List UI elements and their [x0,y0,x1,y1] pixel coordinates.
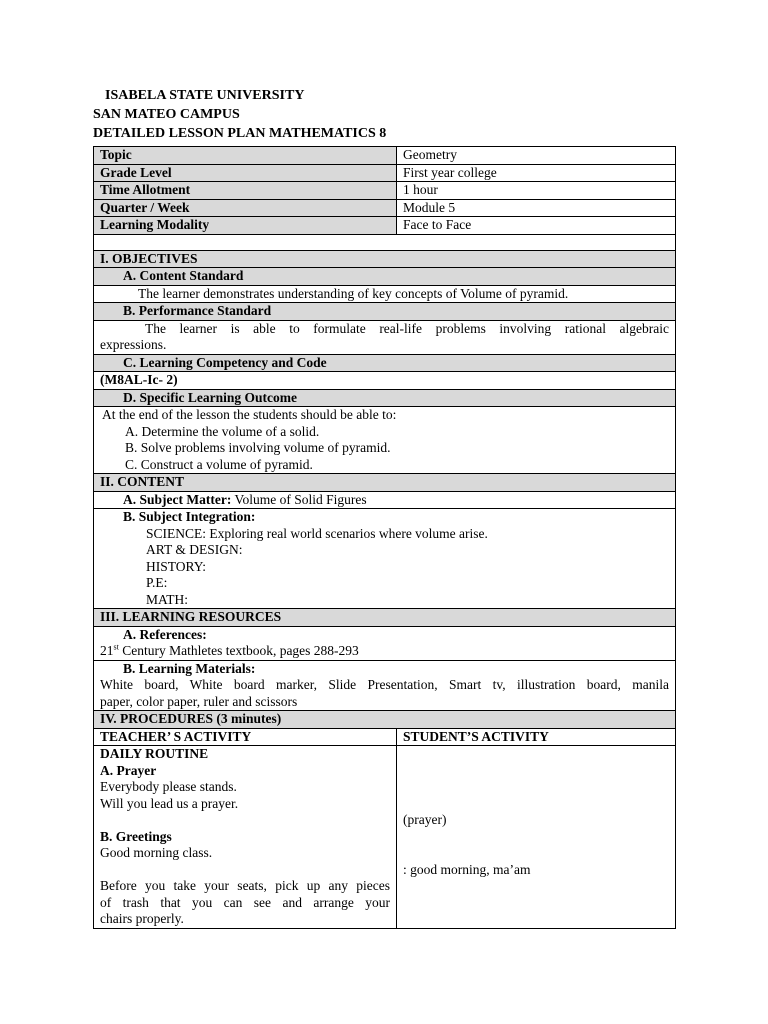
list-item: HISTORY: [146,558,207,574]
subject-matter [94,491,676,509]
objectives-heading-row [94,250,676,268]
plan-title: DETAILED LESSON PLAN MATHEMATICS 8 [93,126,387,141]
activity-header-row [94,728,676,746]
performance-standard-text [94,320,676,354]
subject-integration-heading: B. Subject Integration: [123,509,256,524]
content-heading-row [94,474,676,492]
content-heading: II. CONTENT [94,474,676,492]
resources-heading: III. LEARNING RESOURCES [94,609,676,627]
list-item: P.E: [146,575,168,590]
student-prayer: (prayer) [403,812,447,827]
info-value: First year college [397,164,676,182]
teacher-activity-header: TEACHER’ S ACTIVITY [94,728,397,746]
list-item: C. Construct a volume of pyramid. [125,456,313,472]
performance-line-2: expressions. [100,337,167,352]
teacher-line: Will you lead us a prayer. [100,795,239,811]
university-name: ISABELA STATE UNIVERSITY [105,88,305,103]
references-heading: A. References: [123,626,207,642]
lesson-plan-table [93,146,676,929]
teacher-activity-cell [94,746,397,929]
student-greeting: : good morning, ma’am [403,861,531,877]
resources-heading-row [94,609,676,627]
list-item: B. Solve problems involving volume of pyramid. [125,440,391,455]
info-row [94,217,676,235]
outcome-body-row [94,407,676,474]
info-value: Module 5 [397,199,676,217]
performance-line-1: The learner is able to formulate real-life problems involving rational algebraic [145,320,669,336]
blank-line [403,829,669,846]
subject-integration [94,509,676,609]
reference-num: 21 [100,643,114,658]
teacher-line: Before you take your seats, pick up any pieces [100,878,390,893]
list-item: MATH: [146,591,189,607]
info-label: Time Allotment [94,182,397,200]
competency-code: (M8AL-Ic- 2) [94,372,676,390]
daily-routine-heading: DAILY ROUTINE [100,746,209,761]
content-standard-text: The learner demonstrates understanding of key concepts of Volume of pyramid. [94,285,676,303]
spacer-row [94,234,676,250]
info-label: Topic [94,147,397,165]
outcome-list [102,424,669,474]
references-row [94,626,676,660]
student-activity-header: STUDENT’S ACTIVITY [397,728,676,746]
reference-rest: Century Mathletes textbook, pages 288-293 [118,643,359,658]
outcome-intro: At the end of the lesson the students should be able to: [102,407,397,422]
info-label: Quarter / Week [94,199,397,217]
teacher-line: chairs properly. [100,911,184,926]
references [94,626,676,660]
outcome-body [94,407,676,474]
subject-matter-label: A. Subject Matter: [123,491,232,507]
teacher-line: Good morning class. [100,845,213,860]
blank-line [100,862,390,879]
blank-line [403,845,669,862]
integration-list [123,526,669,609]
prayer-heading: A. Prayer [100,762,157,778]
subject-matter-value: Volume of Solid Figures [231,491,367,507]
outcome-heading: D. Specific Learning Outcome [94,389,676,407]
blank-line [403,746,669,763]
info-label: Grade Level [94,164,397,182]
blank-line [403,779,669,796]
info-row [94,199,676,217]
info-row [94,182,676,200]
performance-standard-heading: B. Performance Standard [94,303,676,321]
materials-line-2: paper, color paper, ruler and scissors [100,693,298,709]
list-item: A. Determine the volume of a solid. [125,423,320,439]
campus-name: SAN MATEO CAMPUS [93,107,240,122]
list-item: SCIENCE: Exploring real world scenarios where volume arise. [146,525,488,541]
list-item: ART & DESIGN: [146,542,243,557]
performance-standard-heading-row [94,303,676,321]
materials-heading: B. Learning Materials: [123,660,256,676]
info-value: Face to Face [397,217,676,235]
blank-line [403,763,669,780]
content-standard-text-row [94,285,676,303]
reference-text [100,643,669,660]
info-value: Geometry [397,147,676,165]
objectives-heading: I. OBJECTIVES [94,250,676,268]
teacher-line: of trash that you can see and arrange your [100,894,390,910]
procedures-heading: IV. PROCEDURES (3 minutes) [94,711,676,729]
subject-matter-row [94,491,676,509]
activity-body-row [94,746,676,929]
content-standard-heading-row [94,268,676,286]
info-label: Learning Modality [94,217,397,235]
blank-line [403,796,669,813]
materials [94,660,676,711]
info-value: 1 hour [397,182,676,200]
performance-standard-text-row [94,320,676,354]
competency-heading-row [94,354,676,372]
spacer-cell [94,234,676,250]
content-standard-heading: A. Content Standard [94,268,676,286]
outcome-heading-row [94,389,676,407]
greetings-heading: B. Greetings [100,828,172,844]
competency-heading: C. Learning Competency and Code [94,354,676,372]
student-activity-cell [397,746,676,929]
competency-code-row [94,372,676,390]
reference-sup: st [113,642,119,652]
teacher-line: Everybody please stands. [100,779,237,794]
info-row [94,147,676,165]
subject-integration-row [94,509,676,609]
materials-line-1: White board, White board marker, Slide Presentation, Smart tv, illustration board, manila [100,677,669,692]
procedures-heading-row [94,711,676,729]
materials-row [94,660,676,711]
blank-line [100,812,390,829]
info-row [94,164,676,182]
